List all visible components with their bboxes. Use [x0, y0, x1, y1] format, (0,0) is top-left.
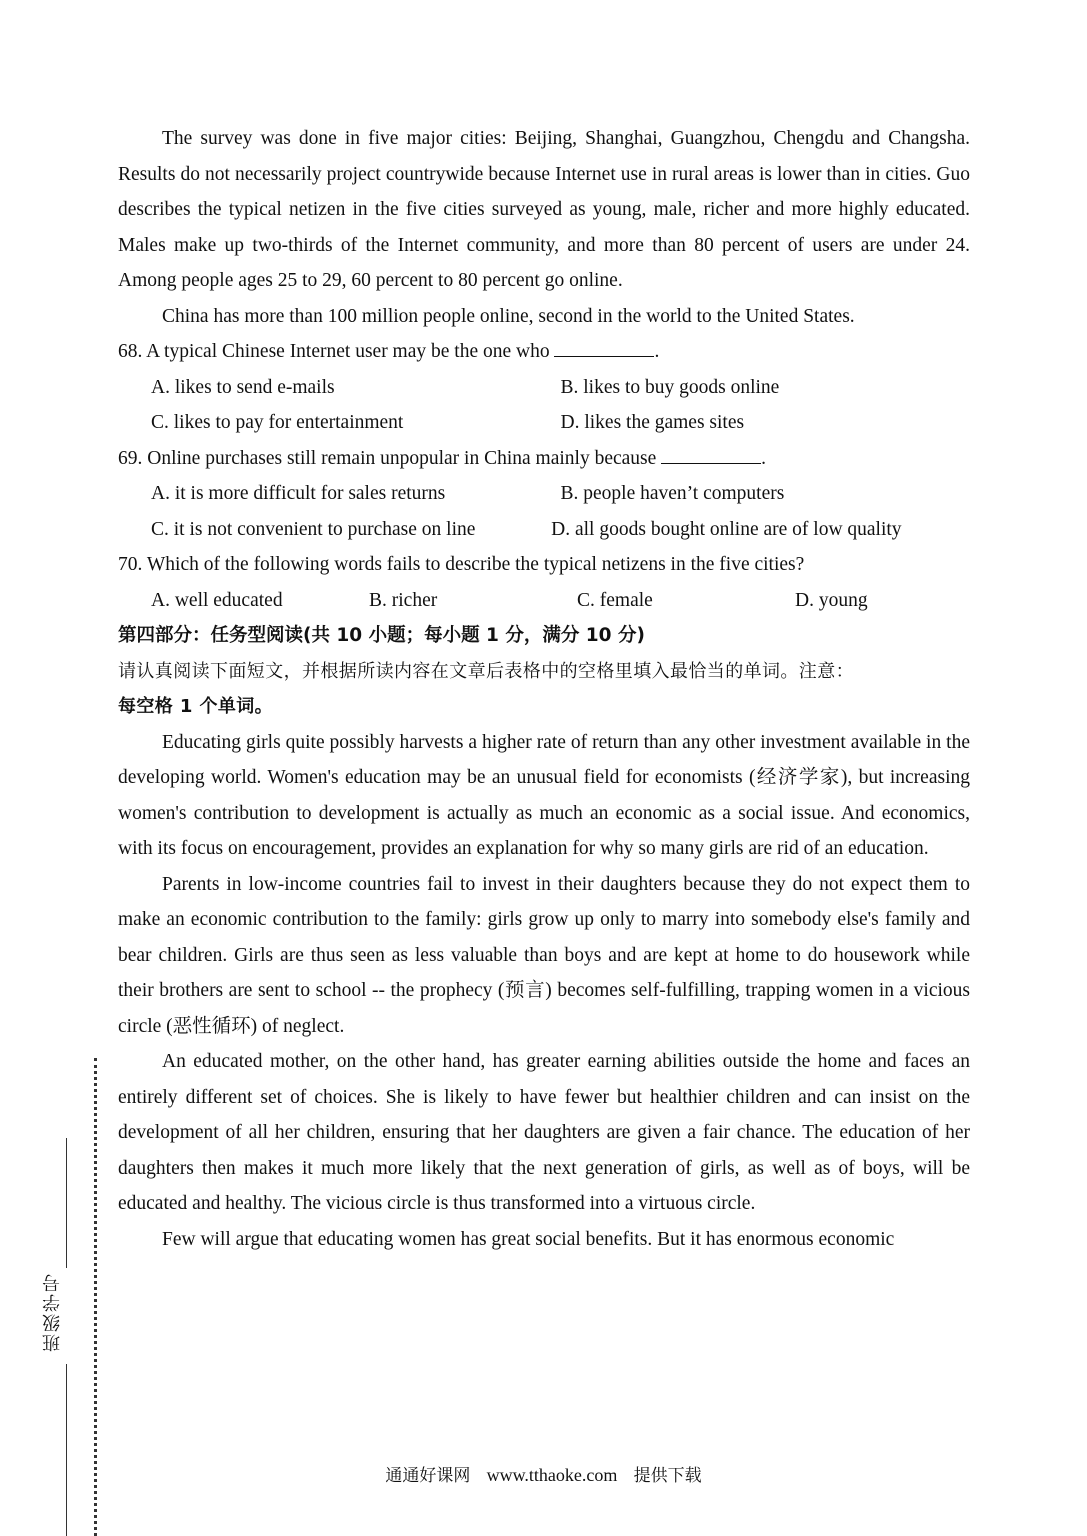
- section-4-title: 第四部分：任务型阅读(共 10 小题；每小题 1 分，满分 10 分): [118, 625, 645, 646]
- passage2-paragraph-3: An educated mother, on the other hand, has greater earning abilities outside the home and faces an entirely different set of choices. She is likely to have fewer but healthier children and can insist on the development of all her children, ensuring that her daughters are given a fair chance. The education of her daughters then makes it much more likely that the next generation of girls, as well as of boys, will be educated and healthy. The vicious circle is thus transformed into a virtuous circle.: [118, 1051, 970, 1214]
- passage2-paragraph-1: Educating girls quite possibly harvests a higher rate of return than any other investment available in the developing world. Women's education may be an unusual field for economists (经济学家), but increasing women's contribution to development is actually as much an economic as a social issue. And economics, with its focus on encouragement, provides an explanation for why so many girls are rid of an education.: [118, 731, 970, 859]
- passage2-paragraph-4: Few will argue that educating women has great social benefits. But it has enormous economic: [162, 1228, 895, 1250]
- option-c: C. likes to pay for entertainment: [151, 412, 404, 433]
- option-b: B. people haven’t computers: [560, 483, 785, 504]
- class-number-label: 班级学号: [42, 1272, 63, 1352]
- option-b: B. richer: [369, 589, 438, 611]
- question-70: 70. Which of the following words fails to describe the typical netizens in the five cities?: [118, 554, 805, 575]
- margin-line-bottom: [66, 1364, 67, 1536]
- option-a: A. it is more difficult for sales returns: [151, 483, 446, 504]
- footer-url: www.tthaoke.com: [486, 1465, 618, 1485]
- option-a: A. likes to send e-mails: [151, 376, 335, 398]
- page-content: [118, 121, 970, 1257]
- question-69-options-row-2: [118, 512, 970, 548]
- page-footer: [0, 1461, 1087, 1486]
- option-d: D. likes the games sites: [560, 412, 745, 433]
- question-68-options-row-2: [118, 405, 970, 441]
- passage1-paragraph-2: China has more than 100 million people online, second in the world to the United States.: [162, 305, 855, 327]
- question-70-options: [118, 583, 970, 619]
- section-4-instruction: 请认真阅读下面短文，并根据所读内容在文章后表格中的空格里填入最恰当的单词。注意：: [118, 660, 854, 682]
- question-68-options-row-1: [118, 370, 970, 406]
- question-69-stem: 69. Online purchases still remain unpopular in China mainly because: [118, 447, 662, 469]
- answer-blank: [661, 445, 761, 464]
- answer-blank: [554, 338, 654, 357]
- question-69-options-row-1: [118, 476, 970, 512]
- passage2-paragraph-2: Parents in low-income countries fail to invest in their daughters because they do not expect them to make an economic contribution to the family: girls grow up only to marry into somebody else's family and bear children. Girls are thus seen as less valuable than boys and are kept at home to do housework while their brothers are sent to school -- the prophecy (预言) becomes self-fulfilling, trapping women in a vicious circle (恶性循环) of neglect.: [118, 873, 970, 1037]
- option-a: A. well educated: [151, 589, 283, 611]
- question-68-stem: 68. A typical Chinese Internet user may be the one who: [118, 341, 555, 362]
- option-d: D. young: [795, 589, 868, 611]
- option-d: D. all goods bought online are of low quality: [551, 518, 902, 540]
- option-b: B. likes to buy goods online: [560, 376, 780, 398]
- section-4-instruction-note: 每空格 1 个单词。: [118, 696, 274, 717]
- margin-line-top: [66, 1138, 67, 1268]
- question-69: 69. Online purchases still remain unpopular in China mainly because .: [118, 441, 970, 477]
- passage1-paragraph-1: The survey was done in five major cities: Beijing, Shanghai, Guangzhou, Chengdu and Changsha. Results do not necessarily project countrywide because Internet use in rural areas is lower than in cities. Guo describes the typical netizen in the five cities surveyed as young, male, richer and more highly educated. Males make up two-thirds of the Internet community, and more than 80 percent of users are under 24. Among people ages 25 to 29, 60 percent to 80 percent go online.: [118, 128, 970, 291]
- footer-site-name: 通通好课网: [385, 1466, 471, 1486]
- footer-note: 提供下载: [633, 1466, 702, 1486]
- option-c: C. it is not convenient to purchase on line: [151, 518, 476, 540]
- question-68: 68. A typical Chinese Internet user may be the one who .: [118, 334, 970, 370]
- option-c: C. female: [577, 589, 653, 611]
